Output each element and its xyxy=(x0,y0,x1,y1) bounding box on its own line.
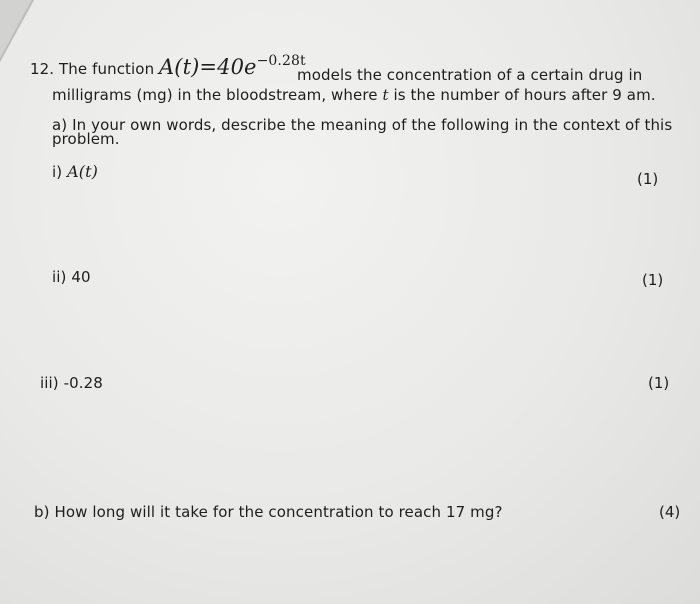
question-number: 12. xyxy=(30,60,55,78)
intro-text-b: is the number of hours after 9 am. xyxy=(388,86,656,104)
part-a-item-i xyxy=(52,162,98,181)
question-heading xyxy=(30,55,306,79)
part-a-item-iii: iii) -0.28 xyxy=(40,374,103,392)
intro-variable-t: t xyxy=(382,86,389,104)
function-expression xyxy=(159,55,306,79)
item-i-marks: (1) xyxy=(637,170,659,188)
part-a-item-ii: ii) 40 xyxy=(52,268,91,286)
part-a-prompt-line-2: problem. xyxy=(52,130,120,148)
item-i-label: i) xyxy=(52,163,68,181)
item-ii-marks: (1) xyxy=(642,271,664,289)
part-a-prompt-line-1: a) In your own words, describe the meaning of the following in the context of this xyxy=(52,116,673,134)
function-lhs: A(t)=40e xyxy=(159,55,257,79)
item-i-math: A(t) xyxy=(67,162,98,181)
part-b-prompt: b) How long will it take for the concentration to reach 17 mg? xyxy=(34,503,503,521)
question-intro-line-2 xyxy=(52,86,656,104)
question-intro-line-1: models the concentration of a certain drug in xyxy=(297,66,643,84)
item-iii-marks: (1) xyxy=(648,374,670,392)
intro-text-a: milligrams (mg) in the bloodstream, where xyxy=(52,86,383,104)
part-b-marks: (4) xyxy=(659,503,681,521)
function-exponent: −0.28t xyxy=(256,53,306,69)
question-lead: The function xyxy=(59,60,155,78)
